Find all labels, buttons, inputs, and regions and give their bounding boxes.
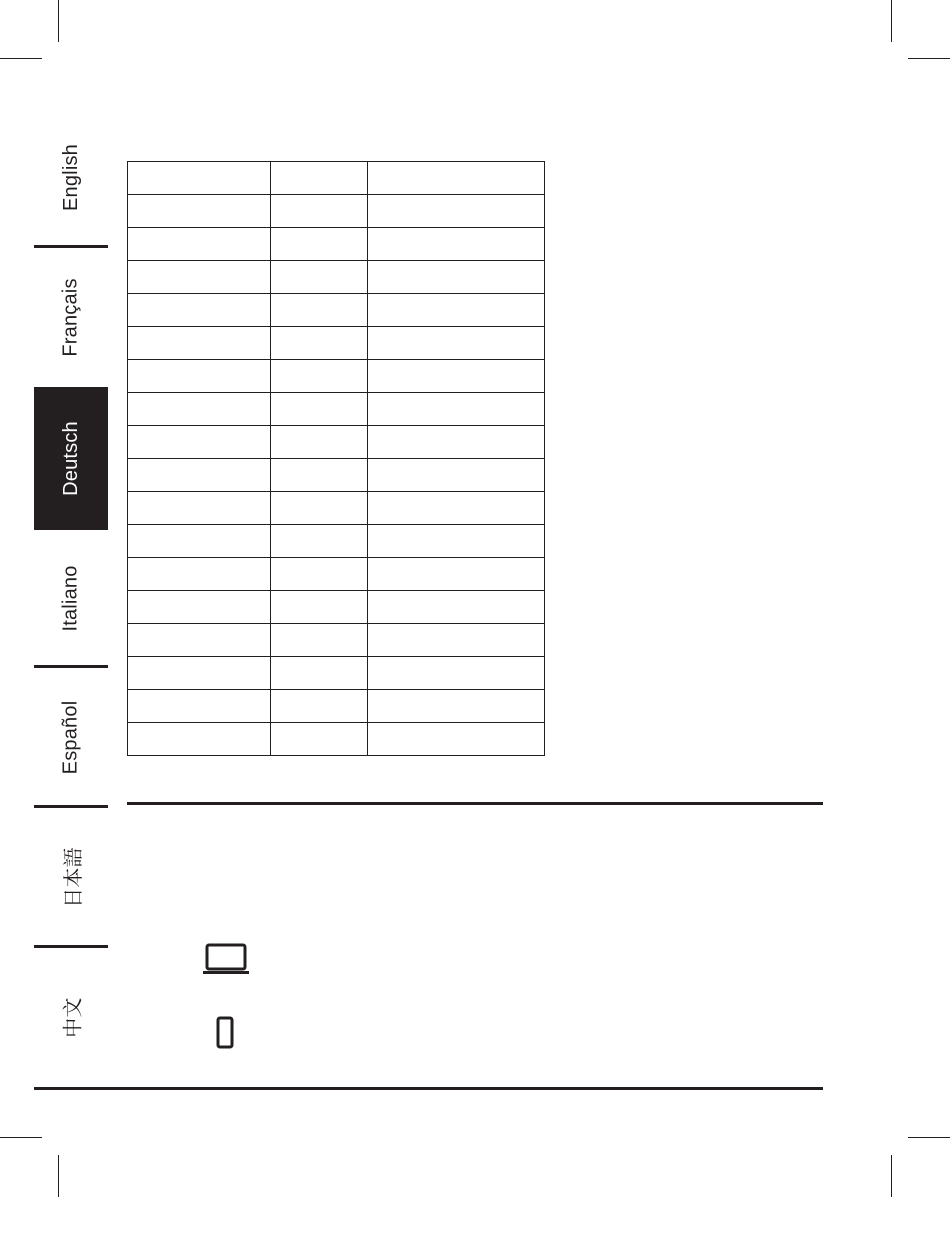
crop-mark	[891, 0, 892, 42]
table-cell	[128, 195, 271, 228]
table-cell	[128, 657, 271, 690]
table-row	[128, 360, 545, 393]
table-cell	[368, 459, 545, 492]
spec-table	[127, 161, 545, 756]
table-cell	[271, 261, 368, 294]
table-cell	[271, 426, 368, 459]
tab-label: Italiano	[59, 564, 82, 632]
table-row	[128, 459, 545, 492]
table-cell	[368, 261, 545, 294]
table-row	[128, 294, 545, 327]
table-cell	[128, 459, 271, 492]
table-cell	[128, 393, 271, 426]
table-cell	[271, 228, 368, 261]
table-cell	[271, 459, 368, 492]
table-cell	[128, 690, 271, 723]
table-row	[128, 393, 545, 426]
table-cell	[271, 492, 368, 525]
table-row	[128, 525, 545, 558]
table-row	[128, 657, 545, 690]
tab-espanol[interactable]	[34, 668, 108, 806]
tab-english[interactable]	[34, 108, 108, 246]
table-cell	[271, 591, 368, 624]
crop-mark	[908, 1137, 950, 1138]
table-cell	[368, 525, 545, 558]
tab-label: 日本語	[62, 846, 85, 908]
table-row	[128, 426, 545, 459]
table-cell	[128, 294, 271, 327]
table-cell	[271, 327, 368, 360]
table-cell	[271, 690, 368, 723]
table-row	[128, 492, 545, 525]
table-cell	[271, 624, 368, 657]
table-cell	[271, 657, 368, 690]
table-cell	[271, 723, 368, 756]
tab-label: 中文	[62, 996, 85, 1038]
crop-mark	[0, 1137, 42, 1138]
table-cell	[128, 558, 271, 591]
table-row	[128, 327, 545, 360]
table-cell	[271, 162, 368, 195]
tab-label: Deutsch	[59, 421, 82, 496]
table-cell	[368, 690, 545, 723]
table-cell	[368, 360, 545, 393]
table-cell	[368, 162, 545, 195]
table-row	[128, 690, 545, 723]
table-cell	[271, 294, 368, 327]
table-cell	[128, 525, 271, 558]
table-cell	[368, 195, 545, 228]
table-row	[128, 624, 545, 657]
table-cell	[271, 393, 368, 426]
table-cell	[368, 426, 545, 459]
table-cell	[128, 426, 271, 459]
tab-deutsch[interactable]	[34, 387, 108, 530]
crop-mark	[58, 0, 59, 42]
table-cell	[368, 492, 545, 525]
table-cell	[128, 327, 271, 360]
table-cell	[368, 327, 545, 360]
table-cell	[368, 393, 545, 426]
table-cell	[128, 261, 271, 294]
table-cell	[368, 591, 545, 624]
crop-mark	[891, 1155, 892, 1197]
tab-label: English	[59, 143, 82, 211]
table-cell	[128, 162, 271, 195]
table-cell	[128, 228, 271, 261]
tab-italiano[interactable]	[34, 530, 108, 666]
table-cell	[128, 624, 271, 657]
page-footer-rule	[34, 1087, 823, 1090]
table-cell	[368, 228, 545, 261]
laptop-icon	[202, 942, 250, 976]
table-cell	[271, 360, 368, 393]
table-cell	[368, 723, 545, 756]
table-row	[128, 162, 545, 195]
table-row	[128, 723, 545, 756]
table-cell	[128, 492, 271, 525]
table-cell	[368, 657, 545, 690]
crop-mark	[0, 58, 42, 59]
table-cell	[128, 723, 271, 756]
crop-mark	[908, 58, 950, 59]
table-cell	[368, 558, 545, 591]
table-cell	[368, 624, 545, 657]
table-row	[128, 195, 545, 228]
table-cell	[128, 360, 271, 393]
table-cell	[271, 195, 368, 228]
table-row	[128, 261, 545, 294]
smartphone-icon	[216, 1016, 234, 1050]
table-row	[128, 591, 545, 624]
table-cell	[368, 294, 545, 327]
table-row	[128, 558, 545, 591]
table-cell	[128, 591, 271, 624]
table-cell	[271, 558, 368, 591]
tab-chinese[interactable]	[34, 948, 108, 1086]
tab-label: Español	[59, 700, 82, 774]
section-divider	[127, 802, 823, 805]
tab-japanese[interactable]	[34, 808, 108, 946]
table-cell	[271, 525, 368, 558]
tab-francais[interactable]	[34, 248, 108, 386]
tab-label: Français	[59, 277, 82, 357]
table-row	[128, 228, 545, 261]
crop-mark	[58, 1155, 59, 1197]
